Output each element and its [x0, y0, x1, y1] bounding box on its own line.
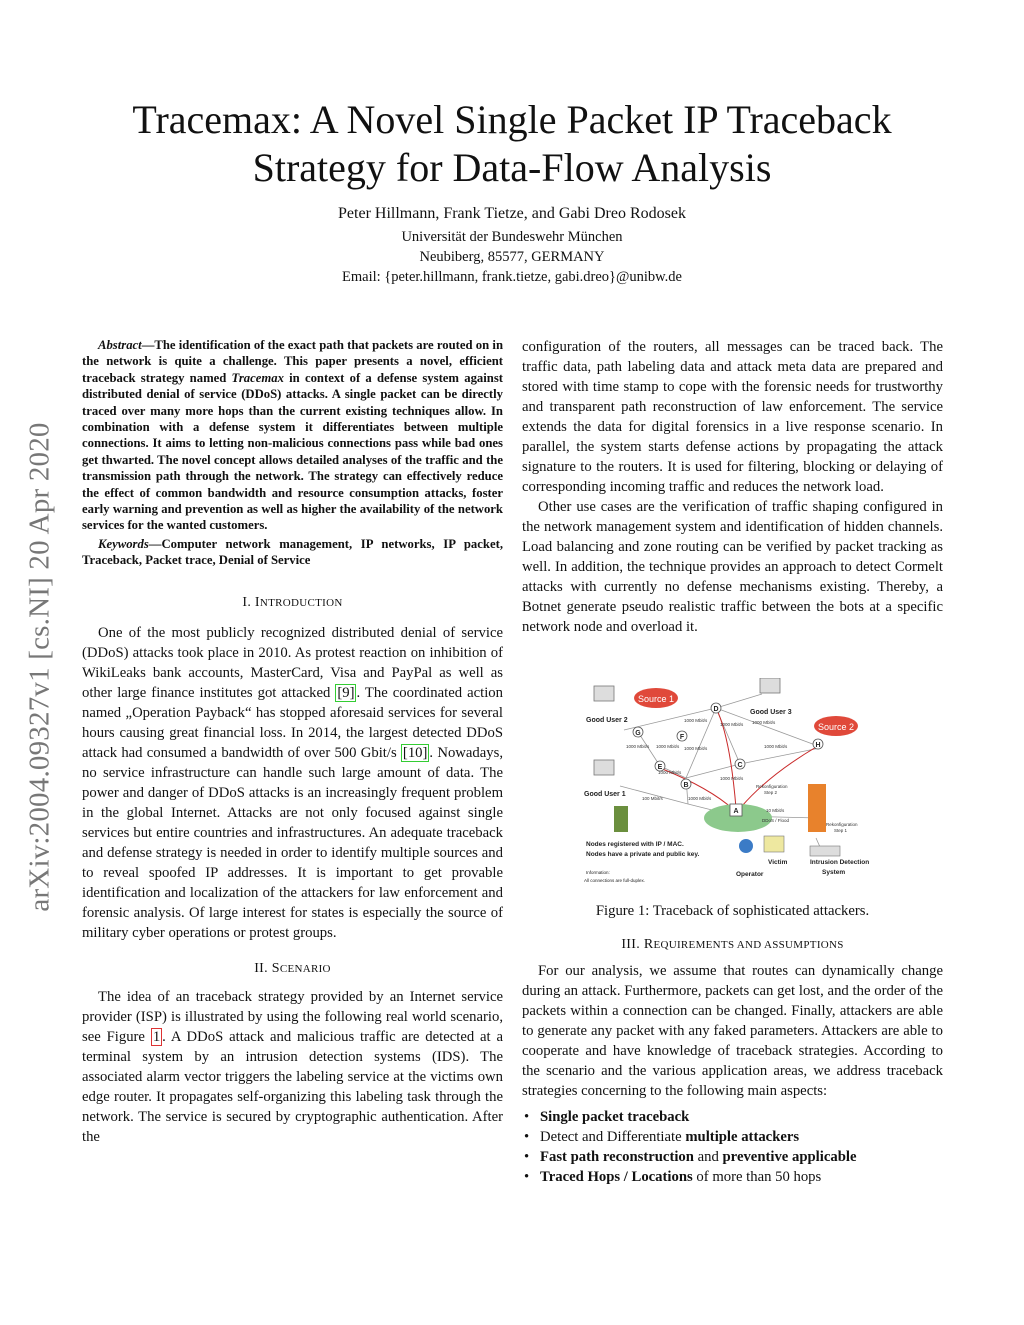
node-c-letter: C: [737, 762, 743, 769]
list-item: [536, 1107, 943, 1127]
authors: Peter Hillmann, Frank Tietze, and Gabi Dreo Rodosek: [338, 205, 686, 222]
info-label-2: All connections are full-duplex.: [584, 878, 646, 883]
rate-label-4: 1000 Mbit/s: [626, 744, 650, 749]
rate-label-2: 1000 Mbit/s: [720, 722, 744, 727]
section-2-paragraph: [82, 987, 503, 1147]
arxiv-stamp-text: arXiv:2004.09327v1 [cs.NI] 20 Apr 2020: [23, 422, 56, 912]
bullet-4-text: of more than 50 hops: [692, 1169, 822, 1185]
figure-1-caption: Figure 1: Traceback of sophisticated attackers.: [595, 903, 870, 919]
step-1-label: Step 1: [834, 828, 848, 833]
section-2-heading: [82, 961, 503, 977]
operator-person: [739, 839, 753, 853]
ids-terminal: [810, 846, 840, 856]
section-1-cap: I: [254, 594, 260, 610]
affiliation-email: Email: {peter.hillmann, frank.tietze, gabi.dreo}@unibw.de: [342, 269, 682, 285]
title-line-1: Tracemax: A Novel Single Packet IP Traceback: [132, 97, 892, 142]
abstract-text-1: —The identification of the exact path that packets are routed on in the network is quite a challenge. This paper presents a novel, efficient traceback strategy named: [82, 338, 503, 385]
network-diagram: [580, 678, 890, 894]
right-column-bottom: [522, 937, 943, 1187]
bullet-3-bold-b: preventive applicable: [722, 1149, 857, 1165]
victim-computer: [764, 836, 784, 852]
nodes-note-1: Nodes registered with IP / MAC.: [586, 841, 684, 848]
rate-label-11: 100 Mbit/s: [642, 796, 663, 801]
reconf-1-label: Rekonfiguration: [826, 822, 858, 827]
section-2-rest: CENARIO: [279, 962, 331, 975]
node-f-letter: F: [679, 734, 685, 741]
right-paragraph-1: configuration of the routers, all messages can be traced back. The traffic data, path labeling data and attack meta data are prepared and stored with time stamp to cope with the forensic needs for trustworthy and transparent path reconstruction of law enforcement. The service extends the data for digital forensics in a live response scenario. In parallel, the system starts defense actions by propagating the attack signature to the routers. It is used for filtering, blocking or delaying of corresponding incoming traffic and reduces the network load.: [522, 339, 943, 495]
source-1-label: Source 1: [637, 694, 675, 704]
abstract-text-2: in context of a defense system against distributed denial of service (DDoS) attacks. A single packet can be directly traced over many more hops than the current existing techniques allow. In combination with a defense system it differentiates between multiple connections. It aims to letting non-malicious connections pass while bad ones get thwarted. The novel concept allows detailed analyses of the traffic and the transmission path through the network. The strategy can effectively reduce the effect of common bandwidth and resource consumption attacks, foster early warning and prevention as well as higher the availability of the network services for the wanted customers.: [82, 370, 503, 533]
node-g-letter: G: [635, 730, 641, 737]
rate-label-6: 1000 Mbit/s: [656, 744, 680, 749]
source-2-label: Source 2: [817, 722, 855, 732]
sec1-text-c: . Nowadays, no service infrastructure can handle such large amount of data. The power and danger of DDoS attacks is an increasingly frequent problem in the global Internet. Attacks are not only focused against single services but entire countries and infrastructures. An adequate traceback and defense strategy is needed in order to identify multiple sources and to reveal spoofed IP addresses. It is important to get provable identification and localization of the attackers for law enforcement and forensic analysis. Of large interest for states is especially the source of military cyber operations or protest groups.: [82, 744, 504, 941]
reconf-2-label: Rekonfiguration: [756, 784, 788, 789]
abstract-name: Tracemax: [231, 370, 284, 385]
abstract-label: Abstract: [98, 338, 142, 352]
section-2-cap: S: [271, 960, 280, 976]
node-d-letter: D: [713, 706, 719, 713]
section-1-number: I.: [242, 594, 255, 610]
figure-1-link[interactable]: 1: [152, 1028, 161, 1045]
arxiv-stamp: [20, 365, 60, 970]
sec1-text-a: One of the most publicly recognized distributed denial of service (DDoS) attacks took place in 2010. As protest reaction on inhibition of WikiLeaks bank accounts, MasterCard, Visa and PayPal as well as other large finance institutes got attacked: [82, 624, 503, 701]
affiliation-university: Universität der Bundeswehr München: [401, 229, 623, 245]
section-3-rest: EQUIREMENTS AND ASSUMPTIONS: [653, 939, 844, 951]
node-h-letter: H: [815, 742, 821, 749]
section-3-paragraph: For our analysis, we assume that routes can dynamically change during an attack. Furthermore, packets can get lost, and the order of the packets within a connection can be changed. Finally, attackers are able to generate any packet with any faked parameters. Attackers are able to cooperate and have knowledge of traceback strategies. According to the scenario and the various application areas, we address traceback strategies concerning to the following main aspects:: [522, 963, 943, 1099]
node-a-letter: A: [733, 808, 739, 815]
good-user-3-label: Good User 3: [750, 709, 792, 716]
section-1-rest: NTRODUCTION: [259, 596, 343, 609]
citation-9[interactable]: [9]: [337, 684, 355, 701]
node-e-letter: E: [657, 764, 663, 771]
rate-label-10: 1000 Mbit/s: [688, 796, 712, 801]
bullet-2-text: Detect and Differentiate: [540, 1129, 686, 1145]
keywords: [82, 536, 503, 569]
rate-label-9: 1000 Mbit/s: [720, 776, 744, 781]
affiliation-city: Neubiberg, 85577, GERMANY: [419, 249, 605, 265]
operator-label: Operator: [736, 871, 764, 878]
victim-label: Victim: [768, 859, 788, 866]
list-item: [536, 1167, 943, 1187]
info-label-1: Information:: [586, 870, 610, 875]
nodes-note-2: Nodes have a private and public key.: [586, 851, 700, 858]
ids-label-2: System: [822, 869, 846, 876]
good-user-2-label: Good User 2: [586, 717, 628, 724]
list-item: [536, 1127, 943, 1147]
ddos-flood-label: DDoS / Flood: [762, 818, 790, 823]
rate-label-7: 1000 Mbit/s: [764, 744, 788, 749]
sec2-text-b: . A DDoS attack and malicious traffic are detected at a terminal system by an intrusion detection systems (IDS). The associated alarm vector triggers the labeling service at the victims own edge router. It propagates self-organizing this labeling task through the network. The service is secured by cryptographic authentication. After the: [82, 1028, 503, 1145]
requirements-list: [522, 1107, 943, 1187]
network-links: [620, 694, 824, 856]
paper-title: [80, 96, 944, 192]
ids-label-1: Intrusion Detection: [810, 859, 870, 866]
right-paragraph-2: Other use cases are the verification of traffic shaping configured in the network management system and identification of hidden channels. Load balancing and zone routing can be verified by packet tracking as well. In addition, the technique provides an approach to detect Cormelt attacks with currently no defense mechanisms existing. Thereby, a Botnet generate pseudo realistic traffic between the bots at a specific network node and overload it.: [522, 499, 943, 635]
right-column-top: [522, 337, 943, 637]
rate-label-3: 1000 Mbit/s: [752, 720, 776, 725]
list-item: [536, 1147, 943, 1167]
good-user-1-computer: [594, 760, 614, 775]
sec2-text-a: The idea of an traceback strategy provided by an Internet service provider (ISP) is illustrated by using the following real world scenario, see Figure: [82, 988, 503, 1045]
title-line-2: Strategy for Data-Flow Analysis: [252, 145, 772, 190]
good-user-3-computer: [760, 678, 780, 693]
left-column: [82, 337, 503, 1147]
bullet-4-bold: Traced Hops / Locations: [540, 1169, 693, 1185]
rate-label-1: 1000 Mbit/s: [684, 718, 708, 723]
section-1-heading: [82, 595, 503, 611]
rate-label-8: 1000 Mbit/s: [658, 770, 682, 775]
sec1-text-b: . The coordinated action named „Operation Payback“ has stopped aforesaid services for several hours causing great financial loss. In 2014, the largest detected DDoS attack had consumed a bandwidth of over 500 Gbit/s: [82, 684, 503, 761]
section-2-number: II.: [254, 960, 272, 976]
bullet-2-bold: multiple attackers: [685, 1129, 800, 1145]
section-3-heading: [522, 937, 943, 953]
keywords-text: —Computer network management, IP networks, IP packet, Traceback, Packet trace, Denial of Service: [82, 536, 503, 568]
good-user-1-label: Good User 1: [584, 791, 626, 798]
server-tower: [614, 806, 628, 832]
bullet-3-bold-a: Fast path reconstruction: [540, 1149, 694, 1165]
rate-label-12: 10 Mbit/s: [766, 808, 785, 813]
section-3-cap: R: [643, 937, 654, 952]
citation-10[interactable]: [10]: [402, 744, 428, 761]
abstract: [82, 337, 503, 534]
keywords-label: Keywords: [98, 536, 149, 551]
section-3-number: III.: [621, 937, 644, 952]
bullet-1-bold: Single packet traceback: [540, 1109, 690, 1125]
section-1-paragraph: [82, 623, 503, 943]
good-user-2-computer: [594, 686, 614, 701]
figure-1: [580, 678, 890, 894]
step-2-label: Step 2: [764, 790, 778, 795]
rate-label-5: 1000 Mbit/s: [684, 746, 708, 751]
ids-appliance: [808, 784, 826, 832]
node-b-letter: B: [683, 782, 689, 789]
bullet-3-text: and: [693, 1149, 723, 1165]
